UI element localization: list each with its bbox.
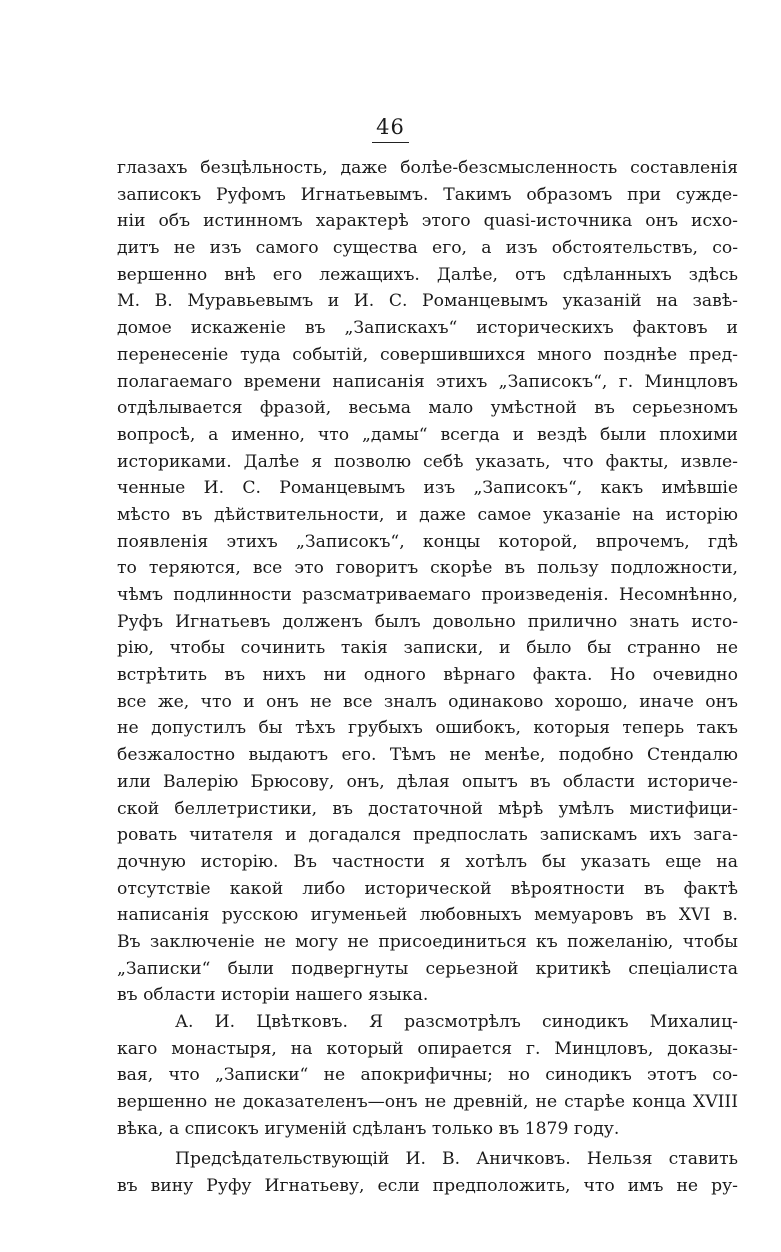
text-line: все же, что и онъ не все зналъ одинаково хорошо, иначе онъ <box>117 691 738 712</box>
body-text <box>117 155 738 1200</box>
text-line: дитъ не изъ самого существа его, а изъ обстоятельствъ, со- <box>117 238 738 259</box>
text-line: ніи объ истинномъ характерѣ этого quasi-источника онъ исхо- <box>117 211 738 232</box>
text-line: историками. Далѣе я позволю себѣ указать, что факты, извле- <box>117 451 738 472</box>
text-line: перенесеніе туда событій, совершившихся много позднѣе пред- <box>117 344 738 365</box>
text-line: встрѣтить въ нихъ ни одного вѣрнаго факта. Но очевидно <box>117 665 738 686</box>
text-line: „Записки“ были подвергнуты серьезной критикѣ спеціалиста <box>117 958 738 979</box>
text-line: Руфъ Игнатьевъ долженъ былъ довольно прилично знать исто- <box>117 611 738 632</box>
text-line: въ области исторіи нашего языка. <box>117 985 429 1006</box>
text-line: или Валерію Брюсову, онъ, дѣлая опытъ въ области историче- <box>117 771 738 792</box>
text-line: каго монастыря, на который опирается г. Минцловъ, доказы- <box>117 1038 738 1059</box>
text-line: А. И. Цвѣтковъ. Я разсмотрѣлъ синодикъ Михалиц- <box>175 1012 738 1032</box>
text-line: рію, чтобы сочинить такія записки, и было бы странно не <box>117 638 738 659</box>
text-line: отдѣлывается фразой, весьма мало умѣстной въ серьезномъ <box>117 398 738 419</box>
text-line: вѣка, а списокъ игуменій сдѣланъ только въ 1879 году. <box>117 1118 620 1139</box>
text-line: то теряются, все это говоритъ скорѣе въ пользу подложности, <box>117 558 738 579</box>
text-line: чѣмъ подлинности разсматриваемаго произведенія. Несомнѣнно, <box>117 585 738 605</box>
text-line: глазахъ безцѣльность, даже болѣе-безсмысленность составленія <box>117 158 738 178</box>
text-line: Въ заключеніе не могу не присоединиться къ пожеланію, чтобы <box>117 931 738 952</box>
text-line: мѣсто въ дѣйствительности, и даже самое указаніе на исторію <box>117 504 738 525</box>
text-line: не допустилъ бы тѣхъ грубыхъ ошибокъ, которыя теперь такъ <box>117 718 738 739</box>
page-number: 46 <box>0 115 781 143</box>
text-line: отсутствіе какой либо исторической вѣроятности въ фактѣ <box>117 878 738 899</box>
text-line: домое искаженіе въ „Запискахъ“ историческихъ фактовъ и <box>117 318 738 339</box>
text-line: въ вину Руфу Игнатьеву, если предположить, что имъ не ру- <box>117 1176 738 1197</box>
text-line: вершенно не доказателенъ—онъ не древній, не старѣе конца XVIII <box>117 1092 738 1113</box>
text-line: написанія русскою игуменьей любовныхъ мемуаровъ въ XVI в. <box>117 905 738 926</box>
text-line: вая, что „Записки“ не апокрифичны; но синодикъ этотъ со- <box>117 1065 738 1086</box>
text-line: Предсѣдательствующій И. В. Аничковъ. Нельзя ставить <box>175 1149 738 1170</box>
text-line: ченные И. С. Романцевымъ изъ „Записокъ“, какъ имѣвшіе <box>117 478 738 499</box>
text-line: появленія этихъ „Записокъ“, концы которой, впрочемъ, гдѣ <box>117 531 738 552</box>
text-line: полагаемаго времени написанія этихъ „Записокъ“, г. Минцловъ <box>117 371 738 392</box>
text-line: дочную исторію. Въ частности я хотѣлъ бы указать еще на <box>117 851 738 872</box>
text-line: вершенно внѣ его лежащихъ. Далѣе, отъ сдѣланныхъ здѣсь <box>117 264 738 285</box>
text-line: ской беллетристики, въ достаточной мѣрѣ умѣлъ мистифици- <box>117 798 738 819</box>
text-line: ровать читателя и догадался предпослать запискамъ ихъ зага- <box>117 825 738 846</box>
text-line: безжалостно выдаютъ его. Тѣмъ не менѣе, подобно Стендалю <box>117 745 738 766</box>
text-line: записокъ Руфомъ Игнатьевымъ. Такимъ образомъ при сужде- <box>117 184 738 205</box>
text-line: М. В. Муравьевымъ и И. С. Романцевымъ указаній на завѣ- <box>117 291 738 312</box>
text-line: вопросѣ, а именно, что „дамы“ всегда и вездѣ были плохими <box>117 424 738 445</box>
